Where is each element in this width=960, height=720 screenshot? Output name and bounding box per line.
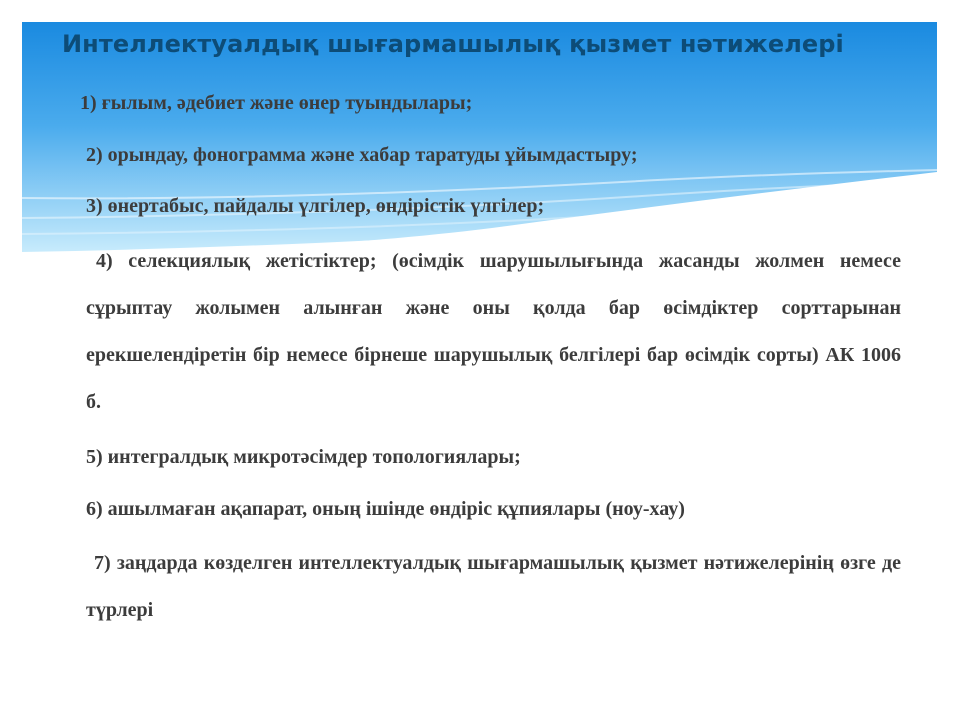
list-item-7: 7) заңдарда көзделген интеллектуалдық шығармашылық қызмет нәтижелерінің өзге де түрлері	[86, 552, 901, 621]
list-item-5: 5) интегралдық микротәсімдер топологиялары;	[86, 446, 521, 468]
list-item-3: 3) өнертабыс, пайдалы үлгілер, өндірістік үлгілер;	[86, 195, 545, 217]
list-item-1: 1) ғылым, әдебиет және өнер туындылары;	[80, 92, 473, 114]
list-item-2: 2) орындау, фонограмма және хабар таратуды ұйымдастыру;	[86, 144, 638, 166]
list-item-4: 4) селекциялық жетістіктер; (өсімдік шарушылығында жасанды жолмен немесе сұрыптау жолымен алынған және оны қолда бар өсімдіктер сорттарынан ерекшелендіретін бір немесе бірнеше шарушылық белгілері бар өсімдік сорты) АК 1006 б.	[86, 250, 901, 413]
slide-title: Интеллектуалдық шығармашылық қызмет нәтижелері	[62, 30, 844, 58]
list-item-6: 6) ашылмаған ақапарат, оның ішінде өндіріс құпиялары (ноу-хау)	[86, 498, 685, 520]
